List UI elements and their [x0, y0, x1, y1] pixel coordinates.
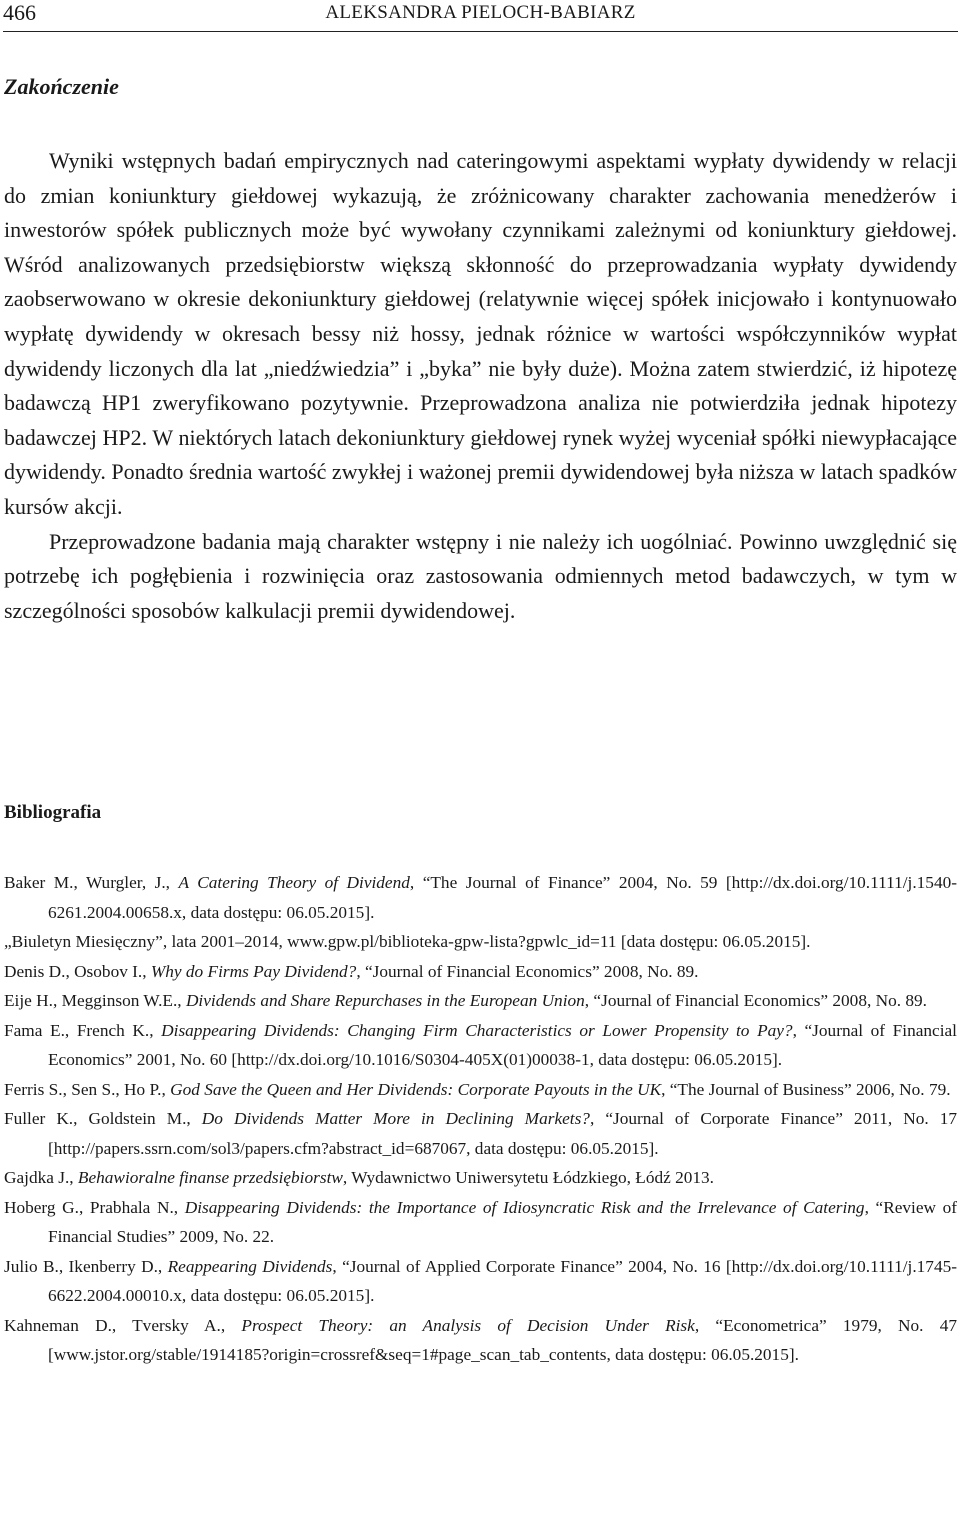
bibliography-list	[4, 868, 957, 1370]
bibliography-entry: Ferris S., Sen S., Ho P., God Save the Queen and Her Dividends: Corporate Payouts in the UK, “The Journal of Business” 2006, No. 79.	[4, 1079, 951, 1099]
paragraph: Wyniki wstępnych badań empirycznych nad cateringowymi aspektami wypłaty dywidendy w relacji do zmian koniunktury giełdowej wykazują, że zróżnicowany charakter zachowania menedżerów i inwestorów spółek publicznych może być wywołany czynnikami zależnymi od koniunktury giełdowej. Wśród analizowanych przedsiębiorstw większą skłonność do przeprowadzania wypłaty dywidendy zaobserwowano w okresie dekoniunktury giełdowej (relatywnie więcej spółek inicjowało i kontynuowało wypłatę dywidendy w okresach bessy niż hossy, jednak różnice w wartości współczynników wypłat dywidendy liczonych dla lat „niedźwiedzia” i „byka” nie były duże). Można zatem stwierdzić, iż hipotezę badawczą HP1 zweryfikowano pozytywnie. Przeprowadzona analiza nie potwierdziła jednak hipotezy badawczej HP2. W niektórych latach dekoniunktury giełdowej rynek wyżej wyceniał spółki niewypłacające dywidendy. Ponadto średnia wartość zwykłej i ważonej premii dywidendowej była niższa w latach spadków kursów akcji.	[4, 148, 957, 519]
page-number: 466	[3, 0, 36, 25]
running-head: ALEKSANDRA PIELOCH-BABIARZ	[325, 2, 636, 23]
bibliography-entry: Fama E., French K., Disappearing Dividends: Changing Firm Characteristics or Lower Propensity to Pay?, “Journal of Financial Economics” 2001, No. 60 [http://dx.doi.org/10.1016/S0304-405X(01)00038-1, data dostępu: 06.05.2015].	[4, 1020, 957, 1069]
bibliography-entry: Julio B., Ikenberry D., Reappearing Dividends, “Journal of Applied Corporate Finance” 2004, No. 16 [http://dx.doi.org/10.1111/j.1745-6622.2004.00010.x, data dostępu: 06.05.2015].	[4, 1256, 957, 1305]
bibliography-entry: „Biuletyn Miesięczny”, lata 2001–2014, www.gpw.pl/biblioteka-gpw-lista?gpwlc_id=11 [data dostępu: 06.05.2015].	[4, 932, 811, 951]
bibliography-entry: Kahneman D., Tversky A., Prospect Theory: an Analysis of Decision Under Risk, “Econometrica” 1979, No. 47 [www.jstor.org/stable/1914185?origin=crossref&seq=1#page_scan_tab_contents, data dostępu: 06.05.2015].	[4, 1315, 957, 1364]
bibliography-entry: Denis D., Osobov I., Why do Firms Pay Dividend?, “Journal of Financial Economics” 2008, No. 89.	[4, 961, 699, 981]
bibliography-entry: Baker M., Wurgler, J., A Catering Theory of Dividend, “The Journal of Finance” 2004, No. 59 [http://dx.doi.org/10.1111/j.1540-6261.2004.00658.x, data dostępu: 06.05.2015].	[4, 873, 957, 922]
bibliography-entry: Eije H., Megginson W.E., Dividends and Share Repurchases in the European Union, “Journal of Financial Economics” 2008, No. 89.	[4, 991, 927, 1010]
header-rule	[3, 31, 958, 32]
bibliography-entry: Gajdka J., Behawioralne finanse przedsiębiorstw, Wydawnictwo Uniwersytetu Łódzkiego, Łódź 2013.	[4, 1168, 714, 1187]
page-header	[3, 0, 958, 28]
paragraph: Przeprowadzone badania mają charakter wstępny i nie należy ich uogólniać. Powinno uwzględnić się potrzebę ich pogłębienia i rozwinięcia oraz zastosowania odmiennych metod badawczych, w tym w szczególności sposobów kalkulacji premii dywidendowej.	[4, 528, 957, 623]
bibliography-entry: Hoberg G., Prabhala N., Disappearing Dividends: the Importance of Idiosyncratic Risk and the Irrelevance of Catering, “Review of Financial Studies” 2009, No. 22.	[4, 1197, 958, 1246]
body-text	[4, 144, 957, 628]
bibliography-entry: Fuller K., Goldstein M., Do Dividends Matter More in Declining Markets?, “Journal of Corporate Finance” 2011, No. 17 [http://papers.ssrn.com/sol3/papers.cfm?abstract_id=687067, data dostępu: 06.05.2015].	[4, 1109, 957, 1158]
section-title: Zakończenie	[4, 74, 119, 99]
bibliography-title: Bibliografia	[4, 802, 102, 823]
